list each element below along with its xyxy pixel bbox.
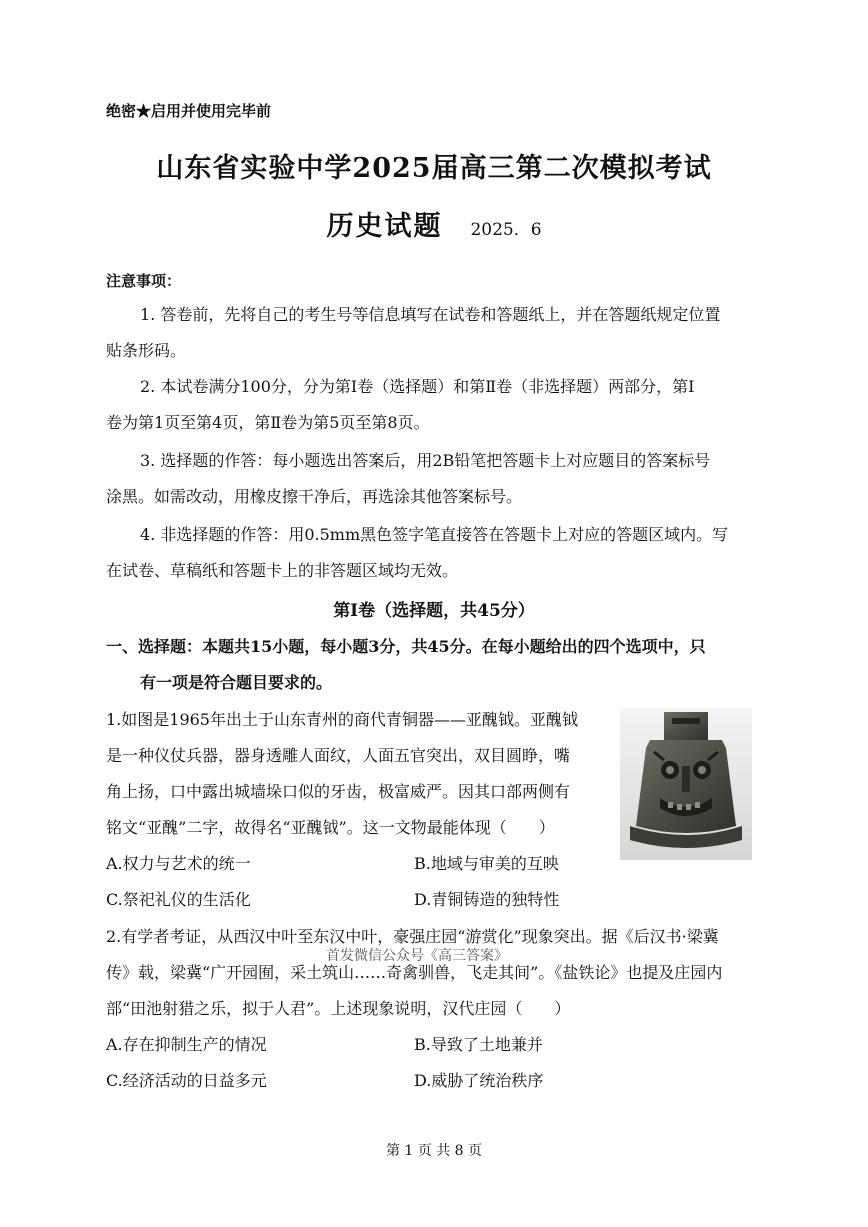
q1-option-c: C.祭祀礼仪的生活化 bbox=[106, 890, 251, 909]
notice-line: 在试卷、草稿纸和答题卡上的非答题区域均无效。 bbox=[106, 561, 459, 580]
q2-stem-line: 部“田池射猎之乐，拟于人君”。上述现象说明，汉代庄园（ ） bbox=[106, 999, 571, 1018]
confidential-label: 绝密★启用并使用完毕前 bbox=[106, 102, 272, 120]
notice-line: 2. 本试卷满分100分，分为第Ⅰ卷（选择题）和第Ⅱ卷（非选择题）两部分，第Ⅰ bbox=[140, 377, 695, 396]
q2-option-a: A.存在抑制生产的情况 bbox=[106, 1035, 267, 1054]
subject-title: 历史试题 bbox=[326, 211, 443, 242]
q1-stem-line: 角上扬，口中露出城墙垛口似的牙齿，极富威严。因其口部两侧有 bbox=[106, 782, 571, 801]
notice-line: 卷为第1页至第4页，第Ⅱ卷为第5页至第8页。 bbox=[106, 413, 430, 432]
watermark-text: 首发微信公众号《高三答案》 bbox=[326, 948, 508, 964]
notice-line: 4. 非选择题的作答：用0.5mm黑色签字笔直接答在答题卡上对应的答题区域内。写 bbox=[140, 525, 729, 544]
section-title: 第Ⅰ卷（选择题，共45分） bbox=[333, 601, 535, 621]
q2-stem-line: 传》载，梁冀“广开园囿，采土筑山……奇禽驯兽，飞走其间”。《盐铁论》也提及庄园内 bbox=[106, 963, 723, 982]
exam-date: 2025．6 bbox=[470, 220, 542, 240]
q1-option-b: B.地域与审美的互映 bbox=[414, 854, 559, 873]
section-instruction: 一、选择题：本题共15小题，每小题3分，共45分。在每小题给出的四个选项中，只 bbox=[106, 637, 706, 656]
q2-option-d: D.威胁了统治秩序 bbox=[414, 1071, 544, 1090]
q1-stem-line: 铭文“亚醜”二字，故得名“亚醜钺”。这一文物最能体现（ ） bbox=[106, 818, 555, 837]
notice-line: 1. 答卷前，先将自己的考生号等信息填写在试卷和答题纸上，并在答题纸规定位置 bbox=[140, 305, 721, 324]
exam-subtitle bbox=[0, 204, 868, 243]
q2-option-b: B.导致了土地兼并 bbox=[414, 1035, 543, 1054]
section-instruction: 有一项是符合题目要求的。 bbox=[140, 673, 333, 692]
notice-heading: 注意事项： bbox=[106, 272, 182, 290]
q2-option-c: C.经济活动的日益多元 bbox=[106, 1071, 267, 1090]
notice-line: 涂黑。如需改动，用橡皮擦干净后，再选涂其他答案标号。 bbox=[106, 487, 523, 506]
q1-option-a: A.权力与艺术的统一 bbox=[106, 854, 251, 873]
bronze-axe-image bbox=[620, 708, 752, 860]
q1-stem-line: 是一种仪仗兵器，器身透雕人面纹，人面五官突出，双目圆睁，嘴 bbox=[106, 746, 571, 765]
q1-stem-line: 1.如图是1965年出土于山东青州的商代青铜器——亚醜钺。亚醜钺 bbox=[106, 710, 578, 729]
notice-line: 贴条形码。 bbox=[106, 341, 187, 360]
page-footer: 第 1 页 共 8 页 bbox=[385, 1143, 483, 1159]
q2-stem-line: 2.有学者考证，从西汉中叶至东汉中叶，豪强庄园“游赏化”现象突出。据《后汉书·梁冀 bbox=[106, 927, 719, 946]
exam-title: 山东省实验中学2025届高三第二次模拟考试 bbox=[156, 153, 712, 184]
q1-option-d: D.青铜铸造的独特性 bbox=[414, 890, 560, 909]
notice-line: 3. 选择题的作答：每小题选出答案后，用2B铅笔把答题卡上对应题目的答案标号 bbox=[140, 451, 711, 470]
